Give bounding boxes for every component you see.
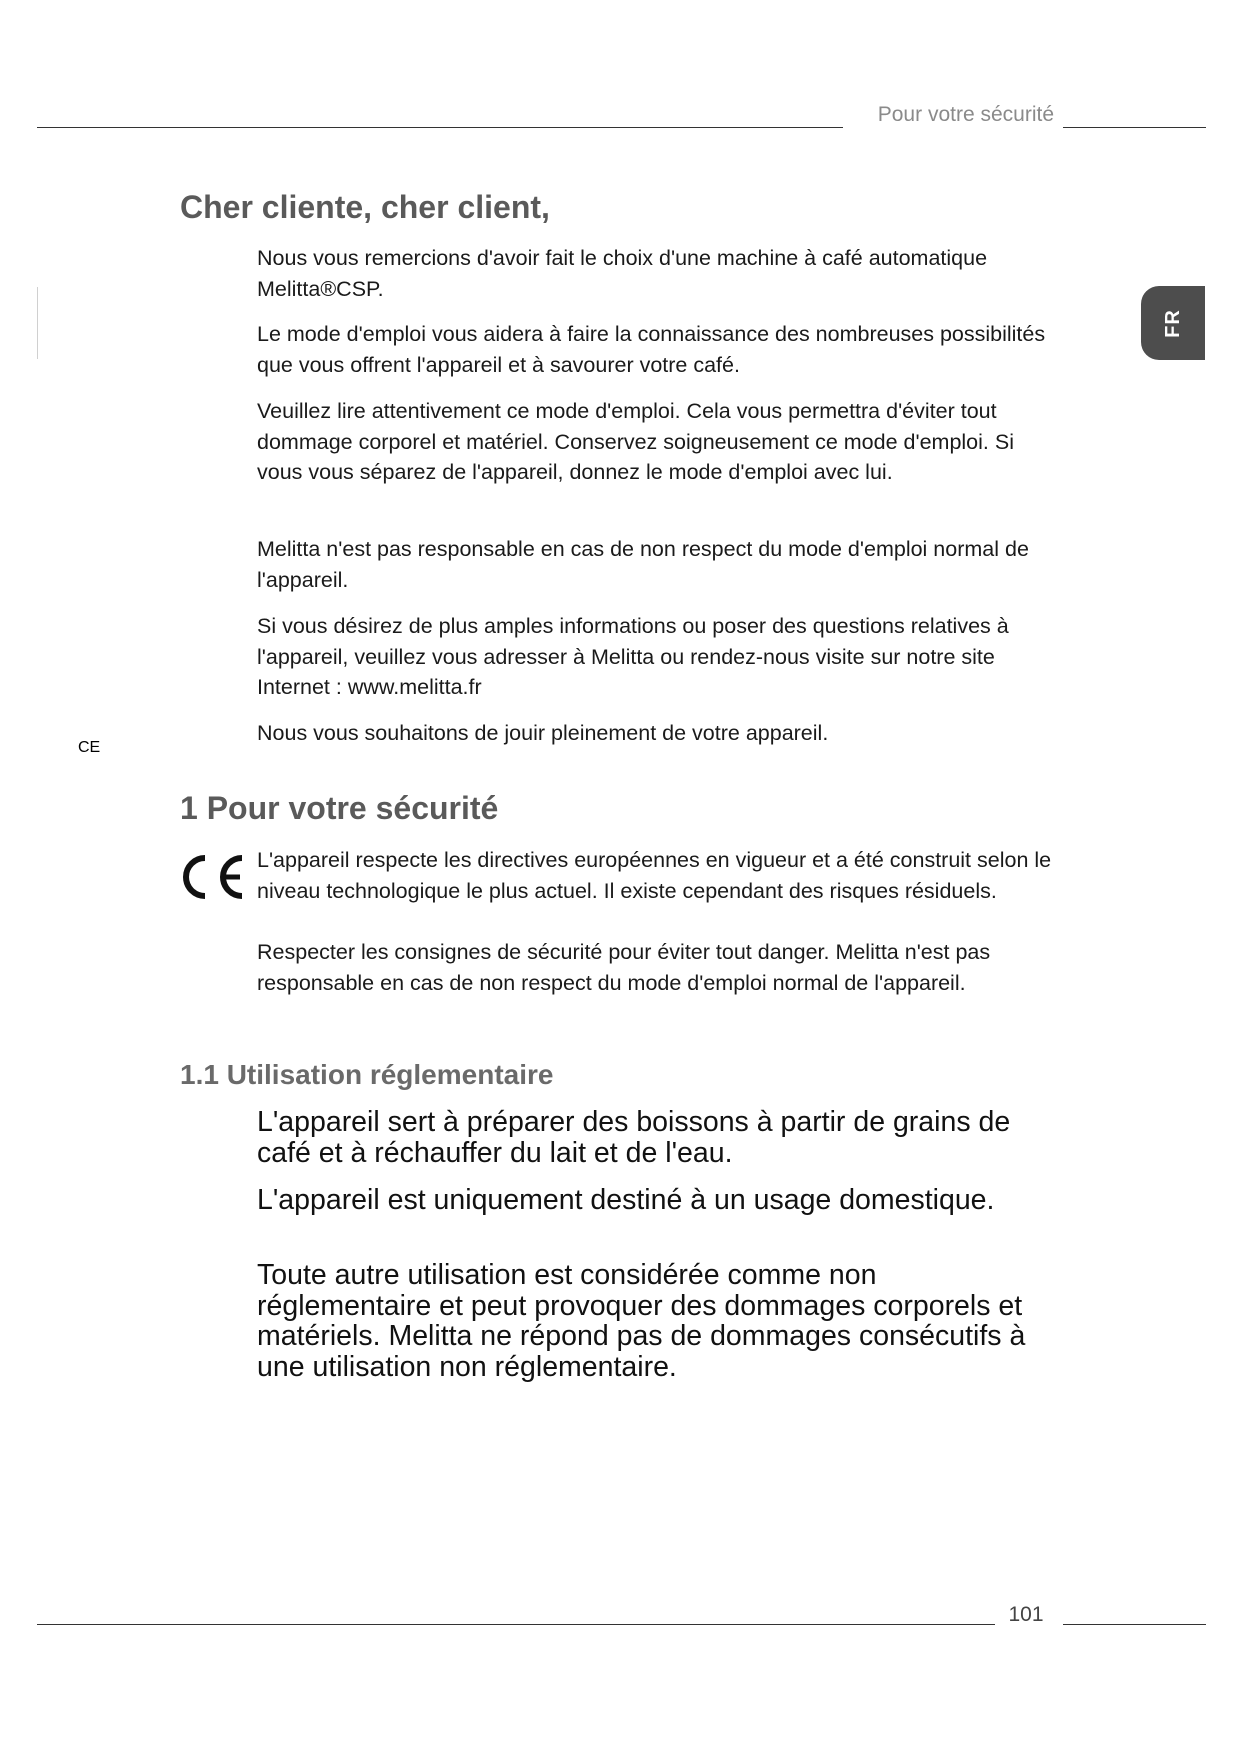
header-rule-left [37, 127, 843, 128]
ce-mark-text: CE [78, 739, 101, 756]
section-1-paragraph-1: L'appareil respecte les directives européennes en vigueur et a été construit selon le niveau technologique le plus actuel. Il existe cependant des risques résiduels. [257, 848, 1052, 903]
section-1-1-paragraph-1: L'appareil sert à préparer des boissons à partir de grains de café et à réchauffer du lait et de l'eau. [257, 1106, 1011, 1169]
intro-heading: Cher cliente, cher client, [180, 189, 550, 225]
intro-paragraph-1: Nous vous remercions d'avoir fait le choix d'une machine à café automatique Melitta®CSP. [257, 246, 988, 301]
intro-paragraph-5: Si vous désirez de plus amples informations ou poser des questions relatives à l'appareil, veuillez vous adresser à Melitta ou rendez-nous visite sur notre site Internet : www.melitta.fr [257, 614, 1009, 699]
header-rule-right [1063, 127, 1206, 128]
section-1-1-paragraph-2: L'appareil est uniquement destiné à un usage domestique. [257, 1184, 995, 1216]
running-header-title: Pour votre sécurité [877, 103, 1054, 126]
ce-mark-icon [78, 739, 248, 902]
intro-paragraph-3: Veuillez lire attentivement ce mode d'emploi. Cela vous permettra d'éviter tout dommage corporel et matériel. Conservez soigneusement ce mode d'emploi. Si vous vous séparez de l'appareil, donnez le mode d'emploi avec lui. [257, 399, 1014, 484]
footer-rule-left [37, 1624, 995, 1625]
section-1-paragraph-2: Respecter les consignes de sécurité pour éviter tout danger. Melitta n'est pas responsable en cas de non respect du mode d'emploi normal de l'appareil. [257, 940, 991, 995]
intro-paragraph-4: Melitta n'est pas responsable en cas de non respect du mode d'emploi normal de l'appareil. [257, 537, 1029, 592]
page-number: 101 [1008, 1603, 1044, 1626]
section-1-1-heading: 1.1 Utilisation réglementaire [180, 1059, 554, 1090]
language-tab [1141, 286, 1205, 360]
intro-paragraph-6: Nous vous souhaitons de jouir pleinement de votre appareil. [257, 721, 829, 745]
language-tab-label: FR [1161, 308, 1184, 338]
section-1-1-paragraph-3: Toute autre utilisation est considérée comme non réglementaire et peut provoquer des dommages corporels et matériels. Melitta ne répond pas de dommages consécutifs à une utilisation non réglementaire. [257, 1259, 1026, 1383]
margin-mark [37, 287, 38, 359]
section-1-heading: 1 Pour votre sécurité [180, 790, 499, 826]
footer-rule-right [1063, 1624, 1206, 1625]
intro-paragraph-2: Le mode d'emploi vous aidera à faire la connaissance des nombreuses possibilités que vous offrent l'appareil et à savourer votre café. [257, 322, 1046, 377]
